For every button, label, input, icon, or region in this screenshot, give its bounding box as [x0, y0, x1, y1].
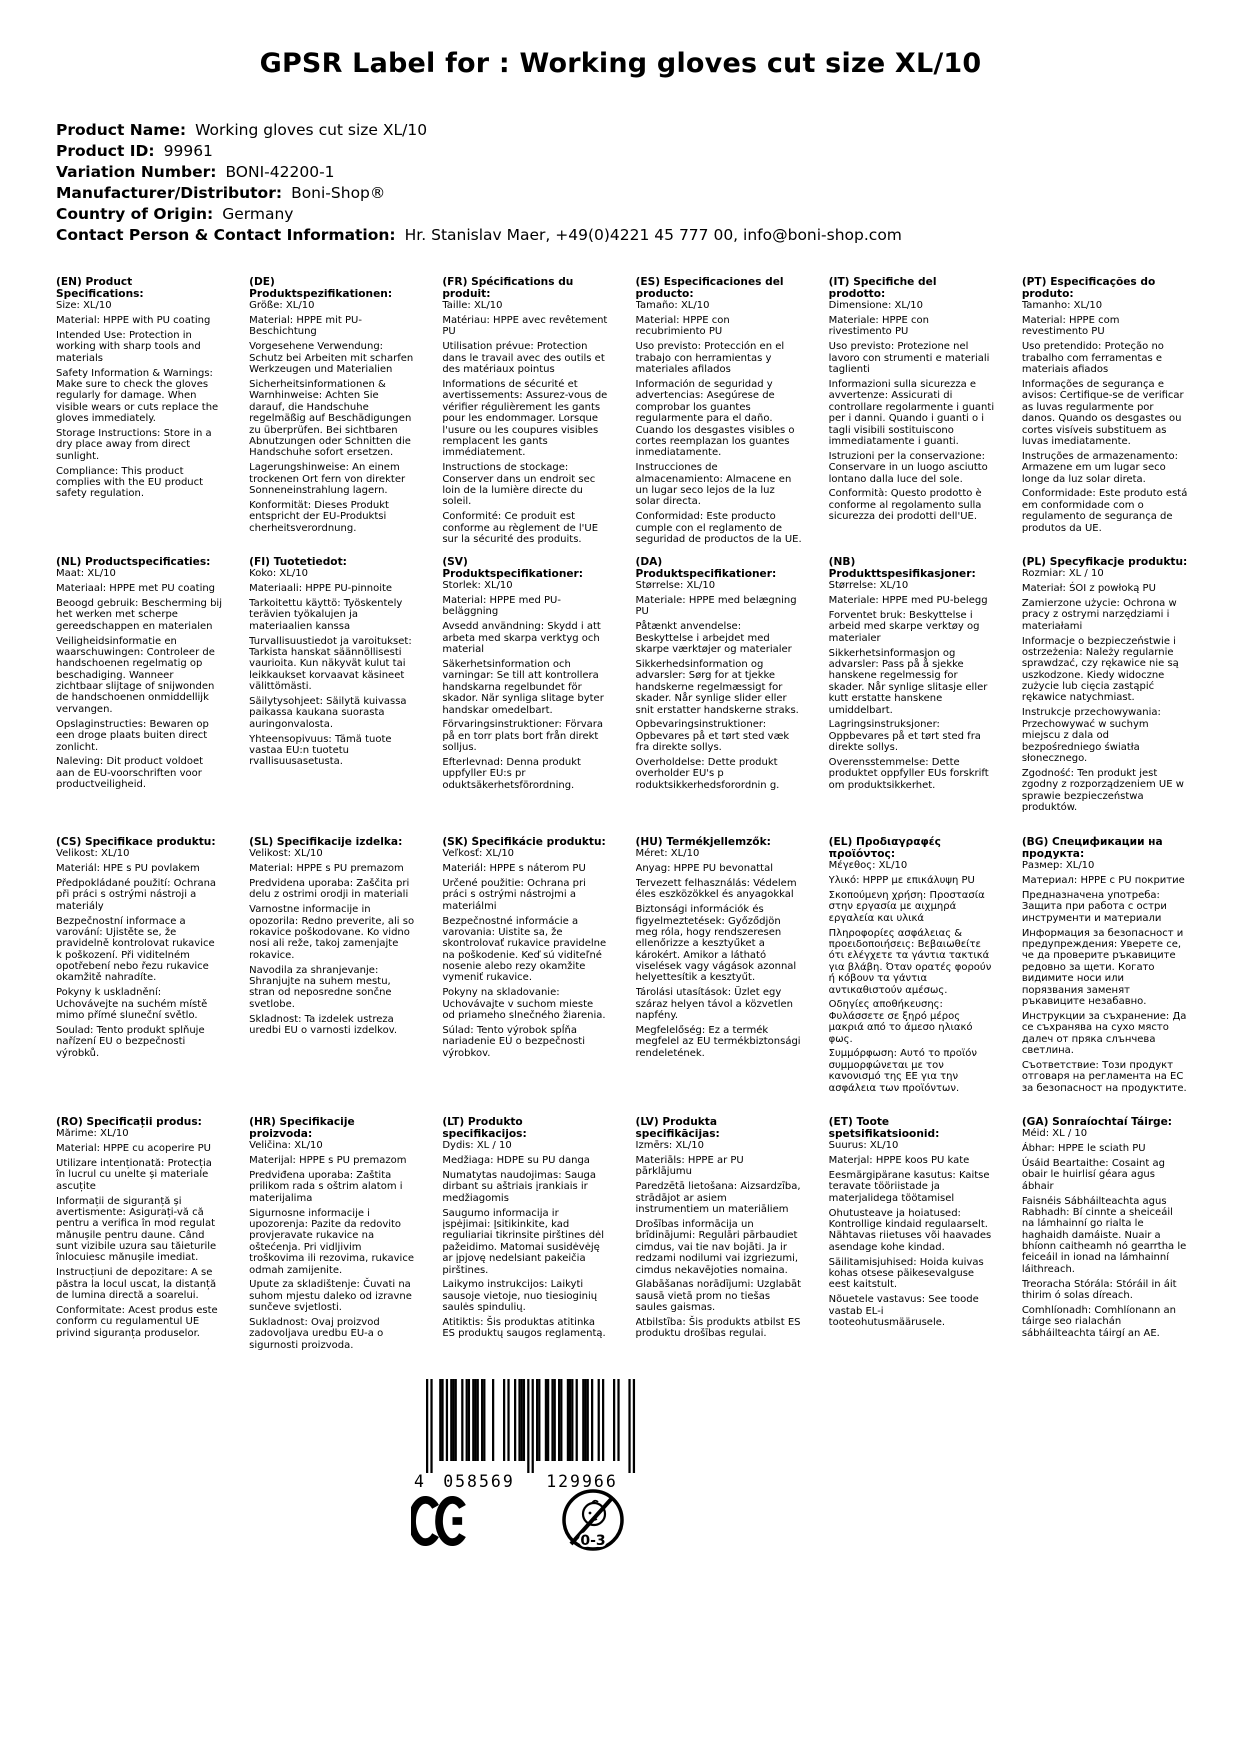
spec-block-sv: [442, 556, 608, 791]
spec-block-title: (NB) Produkttspesifikasjoner:: [828, 556, 976, 581]
spec-block-et: [829, 1116, 995, 1328]
spec-block-title: (LV) Produkta specifikācijas:: [635, 1116, 720, 1141]
spec-paragraph: Nõuetele vastavus: See toode vastab EL-i tooteohutusmäärusele.: [828, 1294, 979, 1329]
spec-paragraph: Conformitate: Acest produs este conform cu regulamentul UE privind siguranța produselor.: [56, 1305, 218, 1339]
spec-paragraph: Material: HPPE cu acoperire PU: [56, 1142, 211, 1154]
spec-paragraph: Υλικό: HPPP με επικάλυψη PU: [828, 875, 975, 887]
spec-paragraph: Size: XL/10: [56, 300, 112, 312]
spec-paragraph: Σκοπούμενη χρήση: Προστασία στην εργασία με αιχμηρά εργαλεία και υλικά: [828, 889, 985, 924]
spec-paragraph: Conformité: Ce produit est conforme au règlement de l'UE sur la sécurité des produits.: [442, 511, 599, 546]
spec-block-title: (PL) Specyfikacje produktu:: [1021, 556, 1188, 568]
spec-block-el: [829, 836, 995, 1094]
country-of-origin-value: Germany: [222, 205, 294, 223]
spec-paragraph: Méid: XL / 10: [1021, 1128, 1088, 1140]
product-info-row: [56, 204, 902, 225]
spec-paragraph: Materiał: ŚOI z powłoką PU: [1021, 582, 1156, 594]
spec-paragraph: Saugumo informacija ir įspėjimai: Įsitikinkite, kad reguliariai tikrinsite pirštines dėl pažeidimo. Matomai susidėvėję ar įpjovę nedelsiant pakeičia pirštines.: [442, 1207, 604, 1276]
spec-paragraph: Säilytysohjeet: Säilytä kuivassa paikassa kaukana suorasta auringonvalosta.: [249, 695, 407, 730]
spec-paragraph: Rozmiar: XL / 10: [1021, 568, 1104, 580]
spec-paragraph: Predviđena uporaba: Zaštita prilikom rada s oštrim alatom i materijalima: [249, 1169, 403, 1204]
spec-block-title: (HU) Termékjellemzők:: [635, 836, 771, 848]
barcode-icon: [412, 1379, 638, 1491]
spec-paragraph: Medžiaga: HDPE su PU danga: [442, 1155, 590, 1167]
spec-paragraph: Predvidena uporaba: Zaščita pri delu z ostrimi orodji in materiali: [249, 877, 410, 901]
manufacturer-value: Boni-Shop®: [291, 184, 386, 202]
spec-paragraph: Drošības informācija un brīdinājumi: Regulāri pārbaudiet cimdus, vai tie nav bojāti. Ja ir redzami nodilumi vai izgriezumi, cimdus nekavējoties nomaina.: [635, 1218, 799, 1276]
spec-paragraph: Ábhar: HPPE le sciath PU: [1021, 1142, 1146, 1154]
spec-paragraph: Velikost: XL/10: [249, 848, 323, 860]
spec-block-title: (ES) Especificaciones del producto:: [635, 276, 784, 301]
spec-paragraph: Informations de sécurité et avertissements: Assurez-vous de vérifier régulièrement les gants pour les endommager. Lorsque l'usure ou les coupures visibles remplacent les gants immédiatement.: [442, 378, 608, 459]
product-name-label: Product Name:: [56, 121, 187, 139]
spec-paragraph: Materiál: HPPE s náterom PU: [442, 862, 586, 874]
spec-block-title: (DE) Produktspezifikationen:: [249, 276, 393, 301]
spec-paragraph: Maat: XL/10: [56, 568, 116, 580]
spec-paragraph: Opslaginstructies: Bewaren op een droge plaats buiten direct zonlicht.: [56, 718, 209, 753]
spec-paragraph: Materiale: HPPE med belægning PU: [635, 595, 797, 618]
spec-block-pl: [1022, 556, 1188, 813]
spec-paragraph: Sikkerhetsinformasjon og advarsler: Pass på å sjekke hanskene regelmessig for skader. Når synlige slitasje eller kutt erstatte hanskene umiddelbart.: [828, 647, 988, 716]
contact-value: Hr. Stanislav Maer, +49(0)4221 45 777 00, info@boni-shop.com: [404, 226, 902, 244]
spec-block-title: (DA) Produktspecifikationer:: [635, 556, 777, 581]
spec-paragraph: Μέγεθος: XL/10: [828, 860, 908, 872]
specs-grid: [56, 276, 1188, 1396]
spec-block-hr: [249, 1116, 415, 1351]
spec-paragraph: Materiál: HPE s PU povlakem: [56, 862, 200, 874]
spec-paragraph: Veľkosť: XL/10: [442, 848, 515, 860]
spec-paragraph: Overholdelse: Dette produkt overholder EU's p roduktsikkerhedsforordnin g.: [635, 757, 780, 791]
spec-block-title: (BG) Спецификации на продукта:: [1021, 836, 1163, 861]
spec-paragraph: Sukladnost: Ovaj proizvod zadovoljava uredbu EU-a o sigurnosti proizvoda.: [249, 1317, 384, 1351]
spec-paragraph: Instruções de armazenamento: Armazene em um lugar seco longe da luz solar direta.: [1021, 450, 1178, 485]
spec-paragraph: Οδηγίες αποθήκευσης: Φυλάσσετε σε ξηρό μέρος μακριά από το άμεσο ηλιακό φως.: [828, 999, 973, 1045]
spec-paragraph: Informazioni sulla sicurezza e avvertenze: Assicurati di controllare regolarmente i guanti per i danni. Quando i guanti o i tagli visibili sostituiscono immediatamente i guanti.: [828, 378, 995, 447]
spec-paragraph: Veiligheidsinformatie en waarschuwingen: Controleer de handschoenen regelmatig op beschadiging. Wanneer zichtbaar slijtage of snijwonden de handschoenen onmiddellijk vervangen.: [56, 635, 215, 715]
product-info-row: [56, 120, 902, 141]
spec-block-title: (RO) Specificații produs:: [56, 1116, 202, 1128]
spec-paragraph: Numatytas naudojimas: Sauga dirbant su aštriais įrankiais ir medžiagomis: [442, 1169, 597, 1204]
barcode-left-group: 058569: [443, 1472, 515, 1491]
spec-paragraph: Istruzioni per la conservazione: Conservare in un luogo asciutto lontano dalla luce del sole.: [828, 450, 988, 485]
spec-paragraph: Sicherheitsinformationen & Warnhinweise: Achten Sie darauf, die Handschuhe regelmäßig auf Beschädigungen zu überprüfen. Bei sichtbaren Abnutzungen oder Schnitten die Handschuhe sofort ersetzen.: [249, 378, 412, 459]
spec-paragraph: Påtænkt anvendelse: Beskyttelse i arbejdet med skarpe værktøjer og materialer: [635, 621, 792, 656]
spec-paragraph: Förvaringsinstruktioner: Förvara på en torr plats bort från direkt solljus.: [442, 719, 603, 754]
spec-paragraph: Material: HPPE com revestimento PU: [1021, 315, 1120, 338]
spec-paragraph: Navodila za shranjevanje: Shranjujte na suhem mestu, stran od neposredne sončne svetlobe.: [249, 964, 392, 1010]
spec-paragraph: Materiale: HPPE con rivestimento PU: [828, 315, 930, 338]
spec-paragraph: Lagerungshinweise: An einem trockenen Ort fern von direkter Sonneneinstrahlung lagern.: [249, 462, 406, 496]
spec-paragraph: Eesmärgipärane kasutus: Kaitse teravate tööriistade ja materjalidega töötamisel: [828, 1169, 990, 1204]
spec-block-nb: [829, 556, 995, 791]
spec-block-lt: [442, 1116, 608, 1340]
product-name-value: Working gloves cut size XL/10: [195, 121, 428, 139]
spec-paragraph: Størrelse: XL/10: [635, 580, 716, 592]
spec-paragraph: Πληροφορίες ασφάλειας & προειδοποιήσεις: Βεβαιωθείτε ότι ελέγχετε τα γάντια τακτικά για βλάβη. Όταν ορατές φορούν ή κόβουν τα γάντια αντικαθιστούν αμέσως.: [828, 927, 992, 996]
spec-block-title: (SV) Produktspecifikationer:: [442, 556, 584, 581]
spec-paragraph: Bezpečnostní informace a varování: Ujistěte se, že pravidelně kontrolovat rukavice k poškození. Při viditelném opotřebení nebo řezu rukavice okamžitě nahradíte.: [56, 915, 215, 984]
spec-block-lv: [636, 1116, 802, 1340]
spec-paragraph: Material: HPPE with PU coating: [56, 315, 211, 327]
product-info-row: [56, 141, 902, 162]
spec-block-title: (EL) Προδιαγραφές προϊόντος:: [828, 836, 941, 861]
spec-paragraph: Velikost: XL/10: [56, 848, 130, 860]
spec-paragraph: Instrucciones de almacenamiento: Almacene en un lugar seco lejos de la luz solar directa.: [635, 462, 792, 508]
spec-block-pt: [1022, 276, 1188, 534]
spec-paragraph: Storlek: XL/10: [442, 580, 513, 592]
spec-paragraph: Megfelelőség: Ez a termék megfelel az EU termékbiztonsági rendeletének.: [635, 1025, 801, 1059]
spec-paragraph: Určené použitie: Ochrana pri práci s ostrými nástrojmi a materiálmi: [442, 877, 586, 912]
spec-paragraph: Storage Instructions: Store in a dry place away from direct sunlight.: [56, 428, 212, 462]
spec-paragraph: Compliance: This product complies with the EU product safety regulation.: [56, 465, 204, 500]
spec-paragraph: Zgodność: Ten produkt jest zgodny z rozporządzeniem UE w sprawie bezpieczeństwa produktów.: [1021, 767, 1184, 813]
spec-paragraph: Materjal: HPPE koos PU kate: [828, 1155, 970, 1167]
spec-paragraph: Säilitamisjuhised: Hoida kuivas kohas otsese päikesevalguse eest kaitstult.: [828, 1256, 984, 1291]
variation-number-label: Variation Number:: [56, 163, 217, 181]
spec-block-title: (PT) Especificações do produto:: [1021, 276, 1156, 301]
spec-paragraph: Dydis: XL / 10: [442, 1140, 512, 1152]
spec-paragraph: Conformidad: Este producto cumple con el reglamento de seguridad de productos de la UE.: [635, 511, 802, 546]
spec-block-cs: [56, 836, 222, 1059]
spec-paragraph: Material: HPPE mit PU-Beschichtung: [249, 315, 362, 338]
spec-paragraph: Suurus: XL/10: [828, 1140, 899, 1152]
spec-paragraph: Tárolási utasítások: Üzlet egy száraz helyen távol a közvetlen napfény.: [635, 987, 794, 1022]
ce-mark-icon: [411, 1496, 469, 1550]
spec-block-de: [249, 276, 415, 534]
spec-paragraph: Conformidade: Este produto está em conformidade com o regulamento de segurança de produtos da UE.: [1021, 488, 1188, 534]
spec-block-nl: [56, 556, 222, 791]
spec-paragraph: Treoracha Stórála: Stóráil in áit thirim ó solas díreach.: [1021, 1278, 1177, 1302]
spec-paragraph: Instructions de stockage: Conserver dans un endroit sec loin de la lumière directe du soleil.: [442, 462, 596, 508]
spec-block-it: [829, 276, 995, 523]
barcode-right-group: 129966: [546, 1472, 618, 1491]
product-info-row: [56, 183, 902, 204]
spec-paragraph: Atbilstība: Šis produkts atbilst ES produktu drošības regulai.: [635, 1317, 801, 1340]
spec-block-title: (IT) Specifiche del prodotto:: [828, 276, 937, 301]
spec-paragraph: Konformität: Dieses Produkt entspricht der EU-Produktsi cherheitsverordnung.: [249, 499, 389, 534]
spec-paragraph: Съответствие: Този продукт отговаря на регламента на ЕС за безопасност на продуктите.: [1021, 1059, 1187, 1094]
spec-paragraph: Uso previsto: Protección en el trabajo con herramientas y materiales afilados: [635, 341, 785, 376]
spec-paragraph: Matériau: HPPE avec revêtement PU: [442, 315, 608, 338]
spec-paragraph: Předpokládané použití: Ochrana při práci s ostrými nástroji a materiály: [56, 877, 217, 912]
product-id-value: 99961: [163, 142, 213, 160]
spec-block-fr: [442, 276, 608, 545]
spec-block-title: (ET) Toote spetsifikatsioonid:: [828, 1116, 940, 1141]
spec-block-title: (NL) Productspecificaties:: [56, 556, 211, 568]
spec-paragraph: Overensstemmelse: Dette produktet oppfyller EUs forskrift om produktsikkerhet.: [828, 757, 989, 791]
spec-paragraph: Taille: XL/10: [442, 300, 503, 312]
spec-paragraph: Skladnost: Ta izdelek ustreza uredbi EU o varnosti izdelkov.: [249, 1013, 398, 1037]
spec-paragraph: Sigurnosne informacije i upozorenja: Pazite da redovito provjeravate rukavice na oštećenja. Pri vidljivim troškovima ili rezovima, rukavice odmah zamijenite.: [249, 1207, 414, 1276]
spec-paragraph: Материал: HPPE с PU покритие: [1021, 875, 1185, 887]
spec-paragraph: Biztonsági információk és figyelmeztetések: Győződjön meg róla, hogy rendszeresen ellenőrizze a kesztyűket a károkért. Amikor a látható viselések vagy vágások azonnal helyettesítik a kesztyűt.: [635, 904, 797, 984]
spec-block-es: [636, 276, 802, 545]
spec-paragraph: Pokyny k uskladnění: Uchovávejte na suchém místě mimo přímé sluneční světlo.: [56, 987, 208, 1022]
spec-block-fi: [249, 556, 415, 768]
spec-paragraph: Yhteensopivuus: Tämä tuote vastaa EU:n tuotetu rvallisuusasetusta.: [249, 733, 392, 768]
spec-paragraph: Информация за безопасност и предупреждения: Уверете се, че да проверите ръкавиците редовно за щети. Когато видимите носи или порязвания заменят ръкавиците незабавно.: [1021, 927, 1184, 1007]
spec-paragraph: Instrukcje przechowywania: Przechowywać w suchym miejscu z dala od bezpośredniego światła słonecznego.: [1021, 707, 1161, 764]
spec-block-title: (FI) Tuotetiedot:: [249, 556, 347, 568]
spec-block-title: (LT) Produkto specifikacijos:: [442, 1116, 527, 1141]
spec-paragraph: Beoogd gebruik: Bescherming bij het werken met scherpe gereedschappen en materialen: [56, 597, 222, 632]
spec-paragraph: Úsáid Beartaithe: Cosaint ag obair le huirlisí géara agus ábhair: [1021, 1157, 1165, 1192]
spec-paragraph: Uso previsto: Protezione nel lavoro con strumenti e materiali taglienti: [828, 341, 990, 376]
spec-paragraph: Størrelse: XL/10: [828, 580, 909, 592]
spec-paragraph: Предназначена употреба: Защита при работа с остри инструменти и материали: [1021, 889, 1167, 924]
spec-paragraph: Vorgesehene Verwendung: Schutz bei Arbeiten mit scharfen Werkzeugen und Materialien: [249, 341, 414, 376]
product-id-label: Product ID:: [56, 142, 155, 160]
product-info-row: [56, 225, 902, 246]
spec-paragraph: Material: HPPE con recubrimiento PU: [635, 315, 730, 338]
spec-paragraph: Upute za skladištenje: Čuvati na suhom mjestu daleko od izravne sunčeve svjetlosti.: [249, 1279, 412, 1314]
spec-paragraph: Soulad: Tento produkt splňuje nařízení EU o bezpečnosti výrobků.: [56, 1025, 205, 1059]
spec-block-ga: [1022, 1116, 1188, 1339]
spec-paragraph: Izmērs: XL/10: [635, 1140, 704, 1152]
spec-paragraph: Tamanho: XL/10: [1021, 300, 1103, 312]
spec-block-hu: [636, 836, 802, 1059]
spec-block-en: [56, 276, 222, 500]
spec-block-title: (EN) Product Specifications:: [56, 276, 144, 301]
spec-paragraph: Paredzētā lietošana: Aizsardzība, strādājot ar asiem instrumentiem un materiāliem: [635, 1181, 801, 1216]
spec-paragraph: Intended Use: Protection in working with sharp tools and materials: [56, 329, 201, 364]
spec-paragraph: Größe: XL/10: [249, 300, 315, 312]
spec-paragraph: Faisnéis Sábháilteachta agus Rabhadh: Bí cinnte a sheiceáil na lámhainní go rialta le haghaidh damáiste. Nuair a bhíonn caitheamh nó gearrtha le feiceáil in ionad na lámhainní láithreach.: [1021, 1195, 1187, 1275]
spec-paragraph: Glabāšanas norādījumi: Uzglabāt sausā vietā prom no tiešas saules gaismas.: [635, 1279, 802, 1314]
spec-block-title: (CS) Specifikace produktu:: [56, 836, 216, 848]
spec-paragraph: Uso pretendido: Proteção no trabalho com ferramentas e materiais afiados: [1021, 341, 1164, 376]
spec-paragraph: Avsedd användning: Skydd i att arbeta med skarpa verktyg och material: [442, 621, 601, 656]
spec-paragraph: Comhlíonadh: Comhlíonann an táirge seo rialachán sábháilteachta táirgí an AE.: [1021, 1305, 1177, 1339]
spec-paragraph: Forventet bruk: Beskyttelse i arbeid med skarpe verktøy og materialer: [828, 609, 980, 644]
spec-paragraph: Säkerhetsinformation och varningar: Se till att kontrollera handskarna regelbundet för skador. När synliga slitage byter handskar omedelbart.: [442, 658, 604, 716]
age-warning-0-3-icon: [559, 1484, 627, 1564]
spec-paragraph: Tervezett felhasználás: Védelem éles eszközökkel és anyagokkal: [635, 877, 797, 901]
spec-paragraph: Efterlevnad: Denna produkt uppfyller EU:s pr oduktsäkerhetsförordning.: [442, 757, 581, 791]
spec-paragraph: Materiaali: HPPE PU-pinnoite: [249, 582, 393, 594]
spec-paragraph: Atitiktis: Šis produktas atitinka ES produktų saugos reglamentą.: [442, 1317, 606, 1340]
manufacturer-label: Manufacturer/Distributor:: [56, 184, 283, 202]
product-info-row: [56, 162, 902, 183]
spec-paragraph: Materijal: HPPE s PU premazom: [249, 1155, 407, 1167]
spec-paragraph: Materiaal: HPPE met PU coating: [56, 582, 216, 594]
spec-block-bg: [1022, 836, 1188, 1094]
spec-paragraph: Súlad: Tento výrobok spĺňa nariadenie EÚ o bezpečnosti výrobkov.: [442, 1025, 585, 1059]
spec-paragraph: Dimensione: XL/10: [828, 300, 924, 312]
spec-paragraph: Naleving: Dit product voldoet aan de EU-voorschriften voor productveiligheid.: [56, 756, 204, 791]
ean13-barcode: [412, 1379, 638, 1495]
spec-paragraph: Tamaño: XL/10: [635, 300, 710, 312]
spec-paragraph: Materiāls: HPPE ar PU pārklājumu: [635, 1155, 744, 1178]
spec-paragraph: Utilizare intenționată: Protecția în lucrul cu unelte și materiale ascuțite: [56, 1157, 212, 1192]
spec-paragraph: Turvallisuustiedot ja varoitukset: Tarkista hanskat säännöllisesti vaurioita. Kun näkyvät kulut tai leikkaukset korvaavat käsineet välittömästi.: [249, 635, 412, 693]
contact-label: Contact Person & Contact Information:: [56, 226, 396, 244]
spec-paragraph: Safety Information & Warnings: Make sure to check the gloves regularly for damage. When visible wears or cuts replace the gloves immediately.: [56, 367, 219, 425]
spec-paragraph: Material: HPPE med PU-beläggning: [442, 595, 561, 618]
spec-paragraph: Opbevaringsinstruktioner: Opbevares på et tørt sted væk fra direkte sollys.: [635, 719, 790, 754]
spec-block-title: (SL) Specifikacije izdelka:: [249, 836, 403, 848]
spec-block-ro: [56, 1116, 222, 1339]
spec-block-sk: [442, 836, 608, 1059]
spec-paragraph: Conformità: Questo prodotto è conforme al regolamento sulla sicurezza dei prodotti dell'UE.: [828, 488, 982, 523]
variation-number-value: BONI-42200-1: [225, 163, 335, 181]
spec-paragraph: Размер: XL/10: [1021, 860, 1095, 872]
spec-block-title: (SK) Špecifikácie produktu:: [442, 836, 606, 848]
spec-paragraph: Συμμόρφωση: Αυτό το προϊόν συμμορφώνεται με τον κανονισμό της ΕΕ για την ασφάλεια των προϊόντων.: [828, 1048, 977, 1094]
age-warning-text: 0-3: [580, 1533, 606, 1549]
spec-paragraph: Koko: XL/10: [249, 568, 308, 580]
spec-block-da: [636, 556, 802, 791]
spec-paragraph: Tarkoitettu käyttö: Työskentely terävien työkalujen ja materiaalien kanssa: [249, 597, 403, 632]
country-of-origin-label: Country of Origin:: [56, 205, 214, 223]
spec-paragraph: Informações de segurança e avisos: Certifique-se de verificar as luvas regularmente por danos. Quando os desgastes ou cortes visíveis substituem as luvas imediatamente.: [1021, 378, 1184, 447]
spec-block-sl: [249, 836, 415, 1036]
spec-paragraph: Veličina: XL/10: [249, 1140, 323, 1152]
page-title: GPSR Label for : Working gloves cut size XL/10: [259, 48, 982, 79]
spec-paragraph: Laikymo instrukcijos: Laikyti sausoje vietoje, nuo tiesioginių saulės spindulių.: [442, 1279, 598, 1314]
spec-paragraph: Pokyny na skladovanie: Uchovávajte v suchom mieste od priameho slnečného žiarenia.: [442, 987, 606, 1022]
spec-paragraph: Anyag: HPPE PU bevonattal: [635, 862, 773, 874]
spec-block-title: (GA) Sonraíochtaí Táirge:: [1021, 1116, 1173, 1128]
spec-paragraph: Lagringsinstruksjoner: Oppbevares på et tørt sted fra direkte sollys.: [828, 719, 981, 754]
product-info: [56, 120, 902, 246]
spec-block-title: (HR) Specifikacije proizvoda:: [249, 1116, 355, 1141]
spec-paragraph: Varnostne informacije in opozorila: Redno preverite, ali so rokavice poškodovane. Ko vidno nosi ali reže, takoj zamenjajte rokavice.: [249, 904, 415, 961]
barcode-first-digit: 4: [414, 1472, 426, 1491]
spec-paragraph: Informacje o bezpieczeństwie i ostrzeżenia: Należy regularnie sprawdzać, czy rękawice nie są uszkodzone. Kiedy widoczne zużycie lub cięcia zastąpić rękawice natychmiast.: [1021, 635, 1179, 704]
spec-paragraph: Инструкции за съхранение: Да се съхранява на сухо място далеч от пряка слънчева светлина.: [1021, 1010, 1187, 1056]
spec-paragraph: Méret: XL/10: [635, 848, 700, 860]
spec-paragraph: Bezpečnostné informácie a varovania: Uistite sa, že skontrolovať rukavice pravidelne na poškodenie. Keď sú viditeľné nosenie alebo rezy okamžite vymeniť rukavice.: [442, 915, 607, 984]
spec-paragraph: Ohutusteave ja hoiatused: Kontrollige kindaid regulaarselt. Nähtavas riietuses või haavades asendage kohe kindad.: [828, 1207, 992, 1253]
spec-paragraph: Zamierzone użycie: Ochrona w pracy z ostrymi narzędziami i materiałami: [1021, 597, 1177, 632]
spec-paragraph: Materiale: HPPE med PU-belegg: [828, 595, 988, 607]
spec-paragraph: Sikkerhedsinformation og advarsler: Sørg for at tjekke handskerne regelmæssigt for skader. Når synlige slider eller snit erstatter handskerne straks.: [635, 658, 799, 716]
spec-paragraph: Utilisation prévue: Protection dans le travail avec des outils et des matériaux pointus: [442, 341, 605, 376]
spec-paragraph: Mărime: XL/10: [56, 1128, 129, 1140]
spec-paragraph: Informații de siguranță și avertismente: Asigurați-vă că pentru a verifica în mod regulat mănușile pentru daune. Când sunt vizibile uzura sau tăieturile înlocuiesc mănușile imediat.: [56, 1195, 217, 1264]
spec-paragraph: Información de seguridad y advertencias: Asegúrese de comprobar los guantes regularmente para el daño. Cuando los desgastes visibles o cortes reemplazan los guantes inmediatamente.: [635, 378, 795, 459]
spec-block-title: (FR) Spécifications du produit:: [442, 276, 574, 301]
spec-paragraph: Material: HPPE s PU premazom: [249, 862, 404, 874]
spec-paragraph: Instrucțiuni de depozitare: A se păstra la locul uscat, la distanță de lumina directă a soarelui.: [56, 1267, 217, 1302]
